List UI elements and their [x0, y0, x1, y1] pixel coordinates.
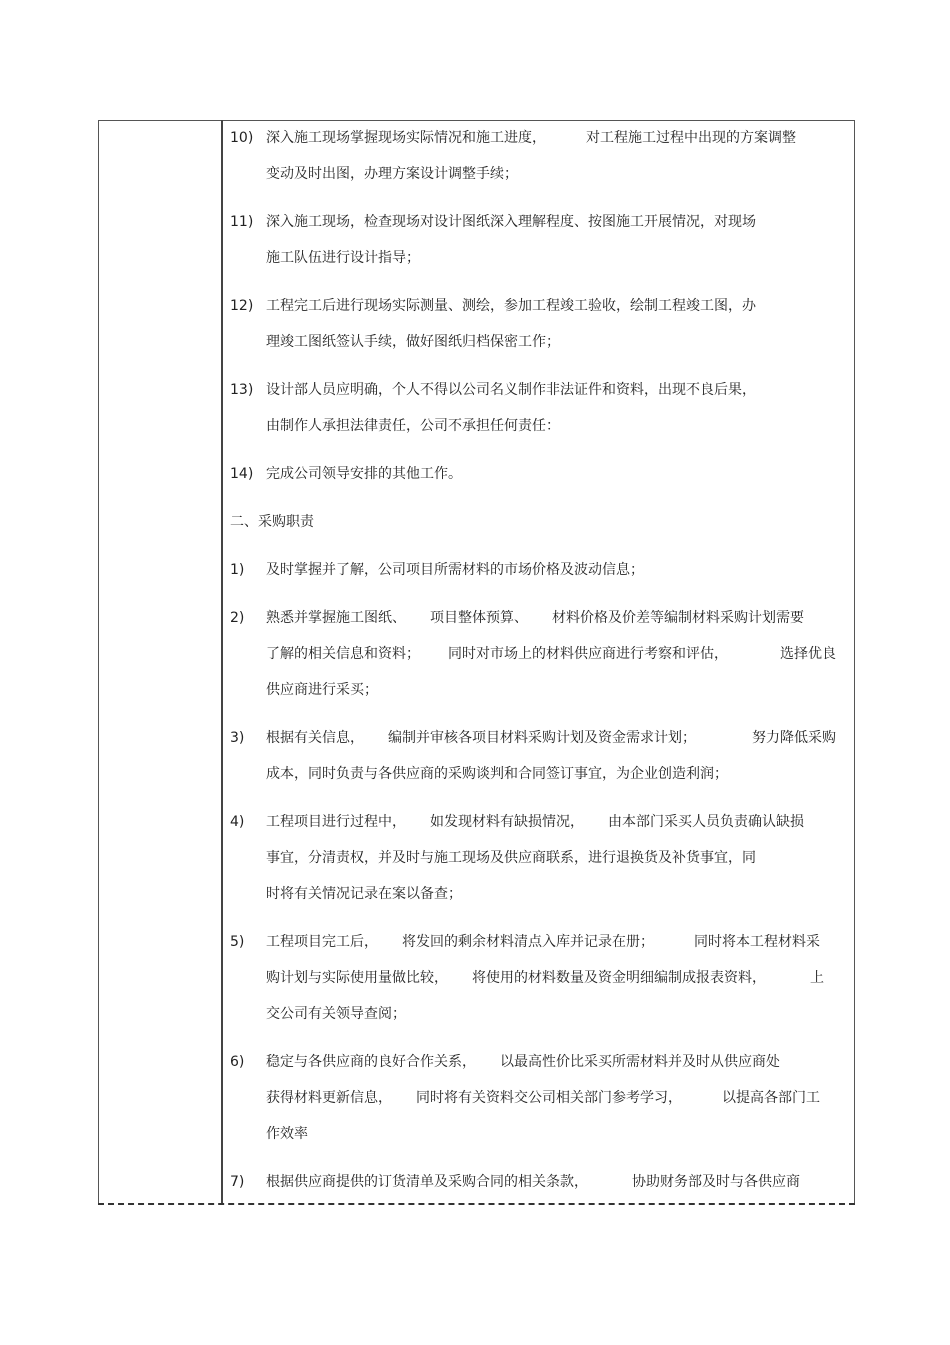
spacer — [588, 1164, 632, 1200]
text-line — [230, 636, 850, 672]
indent — [230, 1080, 266, 1116]
list-item — [230, 456, 850, 492]
text-segment: 获得材料更新信息， — [266, 1090, 392, 1106]
text-line — [230, 240, 850, 276]
text-line — [230, 324, 850, 360]
text-segment: 熟悉并掌握施工图纸、 — [266, 610, 406, 626]
text-line — [230, 996, 850, 1032]
text-segment: 同时将本工程材料采 — [694, 934, 820, 950]
list-item — [230, 804, 850, 912]
spacer — [584, 804, 608, 840]
list-item — [230, 924, 850, 1032]
text-segment: 以最高性价比采买所需材料并及时从供应商处 — [500, 1054, 780, 1070]
list-item — [230, 120, 850, 192]
text-segment: 材料价格及价差等编制材料采购计划需要 — [552, 610, 804, 626]
purchase-duty-list — [230, 552, 850, 1200]
indent — [230, 636, 266, 672]
text-line — [230, 1080, 850, 1116]
text-line — [230, 552, 850, 588]
text-segment: 以提高各部门工 — [722, 1090, 820, 1106]
text-line — [230, 1164, 850, 1200]
text-segment: 工程项目进行过程中， — [266, 814, 406, 830]
text-segment: 项目整体预算、 — [430, 610, 528, 626]
list-item — [230, 552, 850, 588]
text-segment: 同时将有关资料交公司相关部门参考学习， — [416, 1090, 682, 1106]
text-segment: 变动及时出图，办理方案设计调整手续； — [266, 166, 518, 182]
text-segment: 如发现材料有缺损情况， — [430, 814, 584, 830]
text-segment: 将使用的材料数量及资金明细编制成报表资料， — [472, 970, 766, 986]
section-title: 二、采购职责 — [230, 514, 314, 530]
text-line — [230, 120, 850, 156]
text-segment: 将发回的剩余材料清点入库并记录在册； — [402, 934, 654, 950]
text-segment: 工程完工后进行现场实际测量、测绘，参加工程竣工验收，绘制工程竣工图，办 — [266, 298, 756, 314]
spacer — [378, 924, 402, 960]
spacer — [546, 120, 586, 156]
item-number: 10) — [230, 130, 254, 146]
indent — [230, 876, 266, 912]
text-segment: 作效率 — [266, 1126, 308, 1142]
text-segment: 编制并审核各项目材料采购计划及资金需求计划； — [388, 730, 696, 746]
text-segment: 完成公司领导安排的其他工作。 — [266, 466, 462, 482]
text-segment: 根据有关信息， — [266, 730, 364, 746]
list-item — [230, 720, 850, 792]
text-segment: 选择优良 — [780, 646, 836, 662]
indent — [230, 756, 266, 792]
text-line — [230, 876, 850, 912]
text-segment: 同时对市场上的材料供应商进行考察和评估， — [448, 646, 728, 662]
text-segment: 及时掌握并了解，公司项目所需材料的市场价格及波动信息； — [266, 562, 644, 578]
text-segment: 深入施工现场，检查现场对设计图纸深入理解程度、按图施工开展情况，对现场 — [266, 214, 756, 230]
item-number: 4) — [230, 814, 245, 830]
text-line — [230, 408, 850, 444]
indent — [230, 840, 266, 876]
table-bottom-border — [98, 1203, 855, 1205]
spacer — [728, 636, 780, 672]
text-line — [230, 372, 850, 408]
column-divider — [221, 120, 223, 1205]
spacer — [392, 1080, 416, 1116]
indent — [230, 240, 266, 276]
item-number: 6) — [230, 1054, 245, 1070]
text-segment: 时将有关情况记录在案以备查； — [266, 886, 462, 902]
text-segment: 深入施工现场掌握现场实际情况和施工进度， — [266, 130, 546, 146]
item-number: 5) — [230, 934, 245, 950]
text-segment: 工程项目完工后， — [266, 934, 378, 950]
list-item — [230, 204, 850, 276]
text-line — [230, 720, 850, 756]
text-segment: 交公司有关领导查阅； — [266, 1006, 406, 1022]
list-item — [230, 1044, 850, 1152]
text-segment: 理竣工图纸签认手续，做好图纸归档保密工作； — [266, 334, 560, 350]
text-line — [230, 456, 850, 492]
text-segment: 由制作人承担法律责任，公司不承担任何责任： — [266, 418, 560, 434]
text-line — [230, 156, 850, 192]
text-segment: 购计划与实际使用量做比较， — [266, 970, 448, 986]
text-segment: 成本，同时负责与各供应商的采购谈判和合同签订事宜，为企业创造利润； — [266, 766, 728, 782]
design-duty-list — [230, 120, 850, 492]
text-line — [230, 804, 850, 840]
text-line — [230, 600, 850, 636]
item-number: 1) — [230, 562, 245, 578]
text-line — [230, 924, 850, 960]
spacer — [654, 924, 694, 960]
indent — [230, 156, 266, 192]
text-segment: 上 — [810, 970, 824, 986]
indent — [230, 672, 266, 708]
text-segment: 施工队伍进行设计指导； — [266, 250, 420, 266]
spacer — [448, 960, 472, 996]
text-segment: 协助财务部及时与各供应商 — [632, 1174, 800, 1190]
spacer — [406, 804, 430, 840]
duty-content — [230, 120, 850, 1200]
indent — [230, 1116, 266, 1152]
spacer — [476, 1044, 500, 1080]
spacer — [696, 720, 752, 756]
text-segment: 稳定与各供应商的良好合作关系， — [266, 1054, 476, 1070]
text-segment: 对工程施工过程中出现的方案调整 — [586, 130, 796, 146]
text-segment: 设计部人员应明确，个人不得以公司名义制作非法证件和资料，出现不良后果， — [266, 382, 756, 398]
spacer — [406, 600, 430, 636]
text-line — [230, 204, 850, 240]
text-segment: 努力降低采购 — [752, 730, 836, 746]
item-number: 2) — [230, 610, 245, 626]
item-number: 3) — [230, 730, 245, 746]
list-item — [230, 372, 850, 444]
text-line — [230, 1116, 850, 1152]
list-item — [230, 600, 850, 708]
text-line — [230, 672, 850, 708]
text-line — [230, 960, 850, 996]
spacer — [364, 720, 388, 756]
indent — [230, 408, 266, 444]
text-segment: 由本部门采买人员负责确认缺损 — [608, 814, 804, 830]
item-number: 13) — [230, 382, 254, 398]
item-number: 7) — [230, 1174, 245, 1190]
spacer — [766, 960, 810, 996]
list-item — [230, 288, 850, 360]
text-segment: 了解的相关信息和资料； — [266, 646, 420, 662]
text-line — [230, 288, 850, 324]
text-segment: 供应商进行采买； — [266, 682, 378, 698]
item-number: 11) — [230, 214, 254, 230]
item-number: 12) — [230, 298, 254, 314]
text-line — [230, 840, 850, 876]
text-segment: 根据供应商提供的订货清单及采购合同的相关条款， — [266, 1174, 588, 1190]
indent — [230, 960, 266, 996]
indent — [230, 324, 266, 360]
item-number: 14) — [230, 466, 254, 482]
list-item — [230, 1164, 850, 1200]
indent — [230, 996, 266, 1032]
text-segment: 事宜，分清责权，并及时与施工现场及供应商联系，进行退换货及补货事宜，同 — [266, 850, 756, 866]
spacer — [528, 600, 552, 636]
text-line — [230, 1044, 850, 1080]
spacer — [682, 1080, 722, 1116]
spacer — [420, 636, 448, 672]
text-line — [230, 756, 850, 792]
